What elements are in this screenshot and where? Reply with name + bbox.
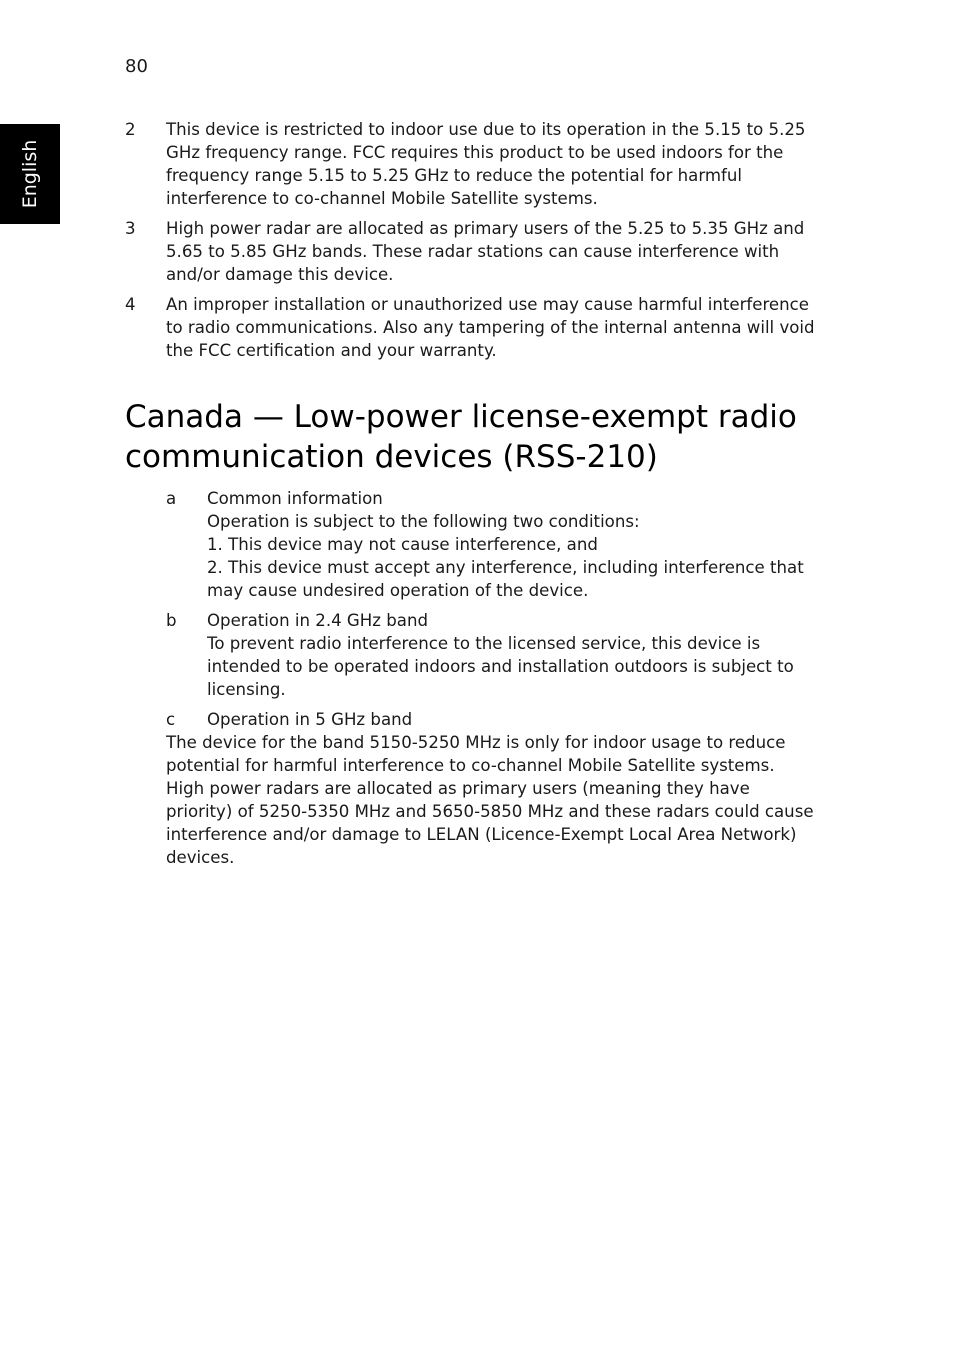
list-item-letter: b bbox=[166, 611, 177, 630]
list-item bbox=[125, 217, 815, 286]
section-title: Canada — Low-power license-exempt radio communication devices (RSS-210) bbox=[125, 399, 797, 475]
list-item bbox=[125, 293, 815, 362]
fcc-notes-list bbox=[125, 118, 815, 369]
list-item-line: 2. This device must accept any interference, including interference that may cause undesired operation of the device. bbox=[207, 558, 804, 600]
list-item-heading: Operation in 2.4 GHz band bbox=[207, 611, 428, 630]
closing-paragraph: The device for the band 5150-5250 MHz is only for indoor usage to reduce potential for harmful interference to co-channel Mobile Satellite systems. High power radars are allocated as primary users (meaning they have priority) of 5250-5350 MHz and 5650-5850 MHz and these radars could cause interference and/or damage to LELAN (Licence-Exempt Local Area Network) devices. bbox=[166, 733, 814, 867]
list-item-body bbox=[207, 487, 816, 602]
list-item-line: To prevent radio interference to the licensed service, this device is intended to be operated indoors and installation outdoors is subject to licensing. bbox=[207, 634, 794, 699]
list-item bbox=[166, 708, 816, 731]
list-item-heading: Common information bbox=[207, 489, 383, 508]
list-item-letter: c bbox=[166, 710, 176, 729]
list-item-number: 3 bbox=[125, 219, 136, 238]
list-item-text: High power radar are allocated as primary users of the 5.25 to 5.35 GHz and 5.65 to 5.85 GHz bands. These radar stations can cause interference with and/or damage this device. bbox=[166, 219, 805, 284]
list-item-body bbox=[207, 708, 816, 731]
list-item bbox=[125, 118, 815, 210]
language-side-tab-label: English bbox=[19, 139, 41, 209]
list-item-heading: Operation in 5 GHz band bbox=[207, 710, 413, 729]
list-item-line: 1. This device may not cause interference, and bbox=[207, 535, 598, 554]
list-item-text: This device is restricted to indoor use due to its operation in the 5.15 to 5.25 GHz frequency range. FCC requires this product to be used indoors for the frequency range 5.15 to 5.25 GHz to reduce the potential for harmful interference to co-channel Mobile Satellite systems. bbox=[166, 120, 806, 208]
list-item-line: Operation is subject to the following two conditions: bbox=[207, 512, 640, 531]
page-number: 80 bbox=[125, 56, 148, 77]
list-item-body bbox=[207, 609, 816, 701]
list-item-number: 2 bbox=[125, 120, 136, 139]
list-item bbox=[166, 609, 816, 701]
list-item-number: 4 bbox=[125, 295, 136, 314]
canada-conditions-list bbox=[166, 487, 816, 731]
list-item-text: An improper installation or unauthorized use may cause harmful interference to radio communications. Also any tampering of the internal antenna will void the FCC certification and your warranty. bbox=[166, 295, 815, 360]
list-item-letter: a bbox=[166, 489, 177, 508]
list-item bbox=[166, 487, 816, 602]
